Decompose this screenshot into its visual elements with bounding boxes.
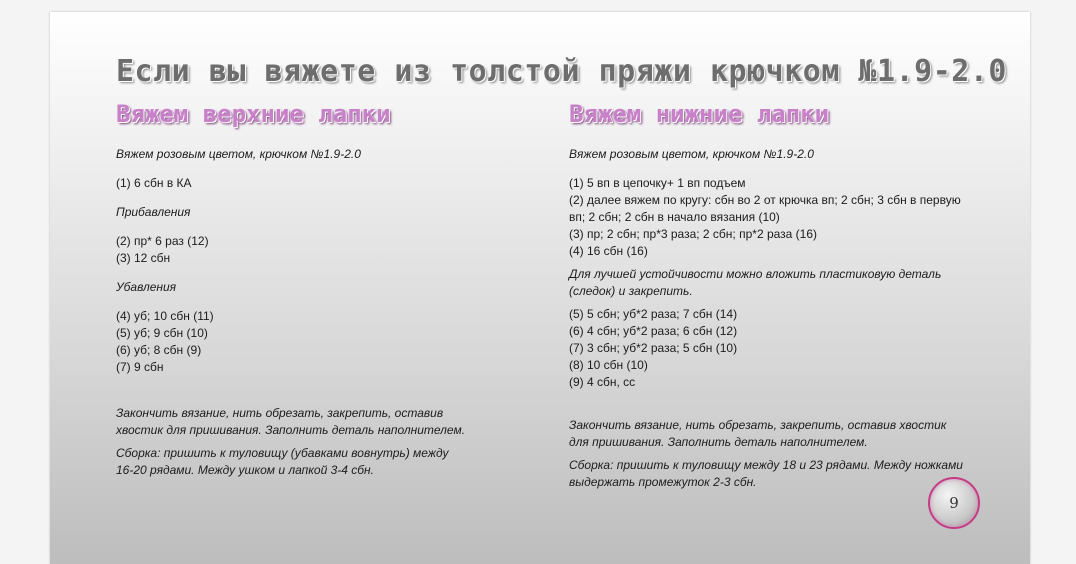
lower-row-4: (4) 16 сбн (16) [569,244,648,258]
upper-intro: Вяжем розовым цветом, крючком №1.9-2.0 [116,147,361,161]
increases-label: Прибавления [116,205,191,219]
upper-row-3: (3) 12 сбн [116,251,171,265]
upper-row-1: (1) 6 сбн в КА [116,176,192,190]
page-number-badge: 9 [928,477,980,529]
lower-row-1: (1) 5 вп в цепочку+ 1 вп подъем [569,176,746,190]
upper-finish-note: Закончить вязание, нить обрезать, закрепить, оставив хвостик для пришивания. Заполнить деталь наполнителем. [116,406,466,437]
upper-row-7: (7) 9 сбн [116,360,164,374]
lower-row-3: (3) пр; 2 сбн; пр*3 раза; 2 сбн; пр*2 раза (16) [569,227,818,241]
lower-intro: Вяжем розовым цветом, крючком №1.9-2.0 [569,147,814,161]
upper-row-6: (6) уб; 8 сбн (9) [116,343,202,357]
lower-row-2: (2) далее вяжем по кругу: сбн во 2 от крючка вп; 2 сбн; 3 сбн в первую вп; 2 сбн; 2 сбн в начало вязания (10) [569,193,961,224]
lower-assembly-note: Сборка: пришить к туловищу между 18 и 23 рядами. Между ножками выдержать промежуток 2-3 сбн. [569,458,963,489]
lower-finish-note: Закончить вязание, нить обрезать, закрепить, оставив хвостик для пришивания. Заполнить деталь наполнителем. [569,418,947,449]
lower-paws-column [569,100,989,491]
lower-rows-part2 [569,306,989,391]
lower-row-7: (7) 3 сбн; уб*2 раза; 5 сбн (10) [569,341,738,355]
lower-row-6: (6) 4 сбн; уб*2 раза; 6 сбн (12) [569,324,738,338]
lower-row-5: (5) 5 сбн; уб*2 раза; 7 сбн (14) [569,307,738,321]
lower-row-9: (9) 4 сбн, сс [569,375,636,389]
lower-paws-heading: Вяжем нижние лапки [569,100,830,128]
upper-assembly-note: Сборка: пришить к туловищу (убавками вовнутрь) между 16-20 рядами. Между ушком и лапкой 3-4 сбн. [116,446,449,477]
page-title: Если вы вяжете из толстой пряжи крючком №1.9-2.0 [116,54,1007,89]
lower-rows-part1 [569,175,989,260]
upper-decrease-rows [116,308,516,376]
lower-row-8: (8) 10 сбн (10) [569,358,648,372]
upper-paws-heading: Вяжем верхние лапки [116,100,391,128]
document-page [50,12,1030,564]
decreases-label: Убавления [116,280,177,294]
upper-increase-rows [116,233,516,267]
upper-row-4: (4) уб; 10 сбн (11) [116,309,214,323]
upper-row-2: (2) пр* 6 раз (12) [116,234,209,248]
upper-row-5: (5) уб; 9 сбн (10) [116,326,208,340]
upper-paws-column [116,100,516,479]
lower-tip-note: Для лучшей устойчивости можно вложить пластиковую деталь (следок) и закрепить. [569,267,942,298]
